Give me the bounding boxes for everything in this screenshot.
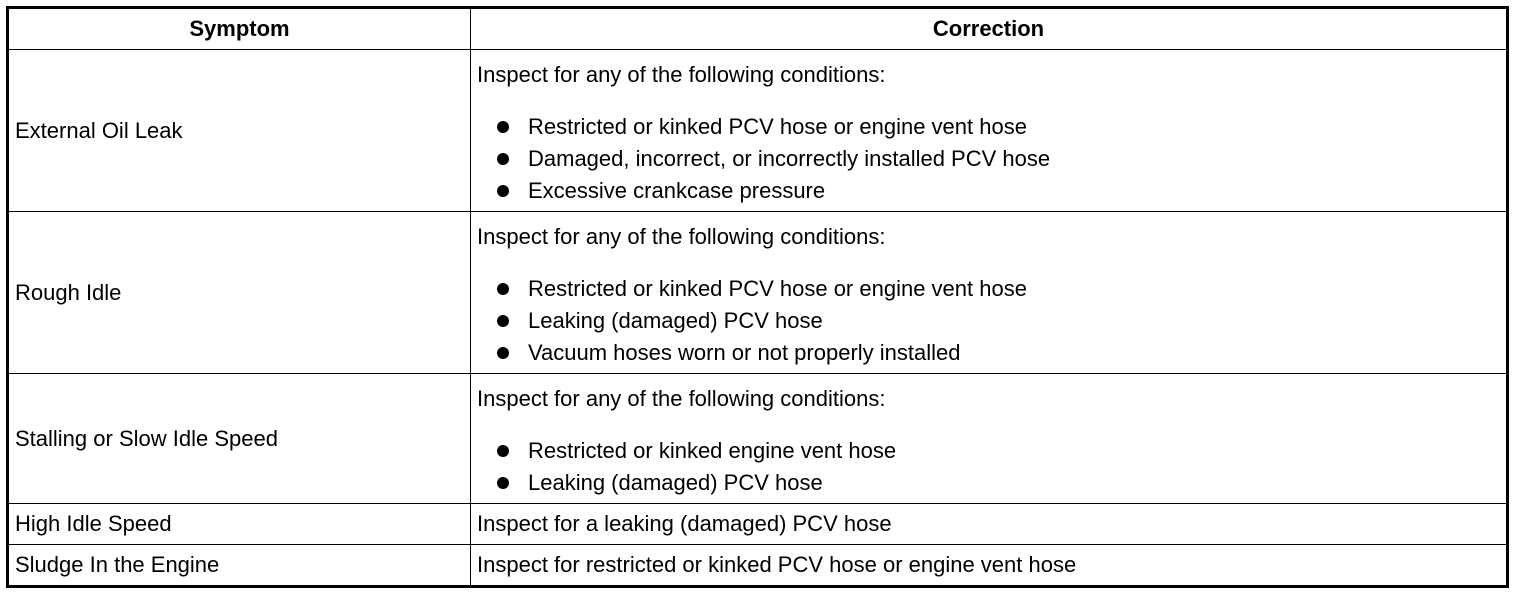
header-symptom: Symptom (8, 8, 471, 50)
header-correction: Correction (471, 8, 1508, 50)
header-row (8, 8, 1508, 50)
symptom-cell: Sludge In the Engine (8, 545, 471, 587)
correction-intro: Inspect for any of the following conditions: (477, 223, 886, 249)
condition-item: Damaged, incorrect, or incorrectly installed PCV hose (497, 143, 1500, 175)
table-row (8, 374, 1508, 504)
table-row (8, 50, 1508, 212)
condition-item: Restricted or kinked PCV hose or engine vent hose (497, 273, 1500, 305)
condition-item: Leaking (damaged) PCV hose (497, 305, 1500, 337)
condition-list (477, 435, 1500, 499)
table-row (8, 504, 1508, 545)
correction-intro: Inspect for any of the following conditions: (477, 61, 886, 87)
correction-intro: Inspect for any of the following conditions: (477, 385, 886, 411)
symptom-cell: Stalling or Slow Idle Speed (8, 374, 471, 504)
symptom-cell: Rough Idle (8, 212, 471, 374)
symptom-cell: External Oil Leak (8, 50, 471, 212)
table-row (8, 212, 1508, 374)
correction-cell (471, 50, 1508, 212)
table-row (8, 545, 1508, 587)
diagnostic-table (6, 6, 1509, 588)
condition-item: Vacuum hoses worn or not properly installed (497, 337, 1500, 369)
correction-cell (471, 374, 1508, 504)
condition-list (477, 273, 1500, 369)
condition-item: Restricted or kinked PCV hose or engine vent hose (497, 111, 1500, 143)
correction-cell: Inspect for a leaking (damaged) PCV hose (471, 504, 1508, 545)
condition-item: Excessive crankcase pressure (497, 175, 1500, 207)
symptom-cell: High Idle Speed (8, 504, 471, 545)
correction-cell: Inspect for restricted or kinked PCV hose or engine vent hose (471, 545, 1508, 587)
condition-list (477, 111, 1500, 207)
condition-item: Leaking (damaged) PCV hose (497, 467, 1500, 499)
correction-cell (471, 212, 1508, 374)
condition-item: Restricted or kinked engine vent hose (497, 435, 1500, 467)
